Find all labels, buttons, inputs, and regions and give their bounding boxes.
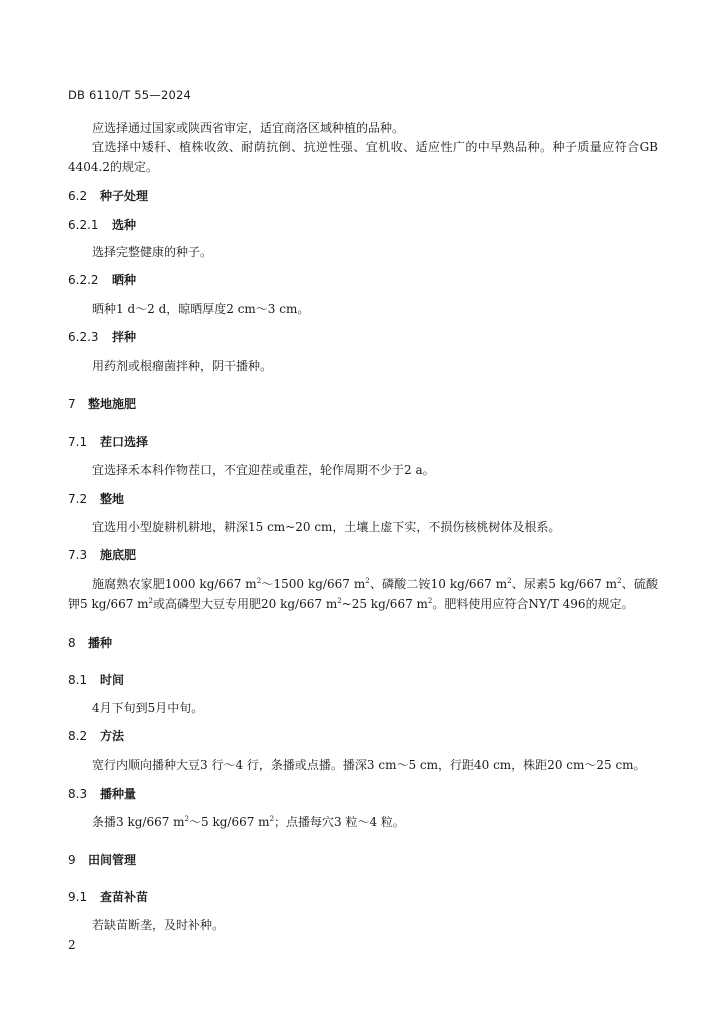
seeding-text: ～5 kg/667 m <box>189 815 270 829</box>
paragraph-variety-selection: 宜选择中矮秆、植株收敛、耐荫抗倒、抗逆性强、宜机收、适应性广的中早熟品种。种子质量应符合GB 4404.2的规定。 <box>68 140 658 174</box>
section-title: 选种 <box>112 218 137 232</box>
paragraph-replanting: 若缺苗断垄，及时补种。 <box>92 918 225 932</box>
section-heading-9 <box>68 851 136 868</box>
section-number: 6.2.2 <box>68 273 99 287</box>
section-heading-9-1 <box>68 888 148 905</box>
section-title: 播种量 <box>100 787 137 801</box>
section-number: 8.2 <box>68 729 88 743</box>
section-heading-6-2 <box>68 187 148 204</box>
section-number: 7 <box>68 397 76 411</box>
paragraph-variety-source: 应选择通过国家或陕西省审定，适宜商洛区域种植的品种。 <box>92 121 405 135</box>
fertilizer-text: 。肥料使用应符合NY/T 496的规定。 <box>432 597 634 611</box>
section-title: 拌种 <box>112 330 137 344</box>
superscript: 2 <box>269 815 275 823</box>
section-number: 8.3 <box>68 787 88 801</box>
section-number: 9 <box>68 853 76 867</box>
paragraph-seed-drying: 晒种1 d～2 d，晾晒厚度2 cm～3 cm。 <box>92 302 310 316</box>
section-title: 整地 <box>100 492 125 506</box>
section-title: 方法 <box>100 729 125 743</box>
fertilizer-text: 、磷酸二铵10 kg/667 m <box>369 577 508 591</box>
section-title: 茬口选择 <box>100 435 149 449</box>
fertilizer-text: 或高磷型大豆专用肥20 kg/667 m <box>153 597 338 611</box>
section-number: 7.1 <box>68 435 88 449</box>
paragraph-seed-selection: 选择完整健康的种子。 <box>92 245 213 259</box>
fertilizer-text: ～1500 kg/667 m <box>261 577 366 591</box>
section-heading-6-2-1 <box>68 216 136 233</box>
superscript: 2 <box>507 577 512 585</box>
paragraph-seed-dressing: 用药剂或根瘤菌拌种，阴干播种。 <box>92 359 273 373</box>
paragraph-land-preparation: 宜选用小型旋耕机耕地，耕深15 cm~20 cm，土壤上虚下实，不损伤核桃树体及根系。 <box>92 520 561 534</box>
section-title: 播种 <box>88 636 113 650</box>
section-title: 时间 <box>100 673 125 687</box>
paragraph-sowing-method: 宽行内顺向播种大豆3 行～4 行，条播或点播。播深3 cm～5 cm，行距40 cm，株距20 cm～25 cm。 <box>92 758 646 772</box>
paragraph-base-fertilizer <box>68 574 658 614</box>
superscript: 2 <box>365 577 370 585</box>
superscript: 2 <box>337 597 342 605</box>
seeding-text: 条播3 kg/667 m <box>92 815 185 829</box>
section-heading-8 <box>68 634 112 651</box>
superscript: 2 <box>184 815 190 823</box>
section-number: 6.2 <box>68 189 88 203</box>
section-number: 7.2 <box>68 492 88 506</box>
section-heading-6-2-3 <box>68 328 136 345</box>
section-heading-8-3 <box>68 785 136 802</box>
fertilizer-text: 施腐熟农家肥1000 kg/667 m <box>92 577 257 591</box>
section-title: 种子处理 <box>100 189 149 203</box>
fertilizer-text: ~25 kg/667 m <box>341 597 428 611</box>
section-title: 整地施肥 <box>88 397 137 411</box>
section-number: 8 <box>68 636 76 650</box>
section-title: 田间管理 <box>88 853 137 867</box>
section-number: 6.2.1 <box>68 218 99 232</box>
superscript: 2 <box>617 577 622 585</box>
seeding-text: ；点播每穴3 粒～4 粒。 <box>274 815 405 829</box>
section-heading-7-3 <box>68 546 136 563</box>
section-title: 施底肥 <box>100 548 137 562</box>
superscript: 2 <box>148 597 154 605</box>
superscript: 2 <box>256 577 262 585</box>
section-heading-6-2-2 <box>68 271 136 288</box>
section-heading-7-2 <box>68 490 124 507</box>
section-number: 7.3 <box>68 548 88 562</box>
section-number: 8.1 <box>68 673 88 687</box>
section-heading-7-1 <box>68 433 148 450</box>
paragraph-seeding-rate <box>68 812 658 832</box>
paragraph-sowing-time: 4月下旬到5月中旬。 <box>92 701 204 715</box>
section-number: 6.2.3 <box>68 330 99 344</box>
section-heading-7 <box>68 395 136 412</box>
section-number: 9.1 <box>68 890 88 904</box>
paragraph-previous-crop: 宜选择禾本科作物茬口，不宜迎茬或重茬，轮作周期不少于2 a。 <box>92 463 435 477</box>
section-title: 晒种 <box>112 273 137 287</box>
fertilizer-text: 、尿素5 kg/667 m <box>511 577 618 591</box>
page-number: 2 <box>68 938 76 952</box>
document-code-header: DB 6110/T 55—2024 <box>68 88 192 102</box>
superscript: 2 <box>427 597 433 605</box>
fertilizer-text: 、硫酸钾5 kg/667 m <box>68 577 658 611</box>
section-title: 查苗补苗 <box>100 890 149 904</box>
section-heading-8-1 <box>68 671 124 688</box>
section-heading-8-2 <box>68 727 124 744</box>
